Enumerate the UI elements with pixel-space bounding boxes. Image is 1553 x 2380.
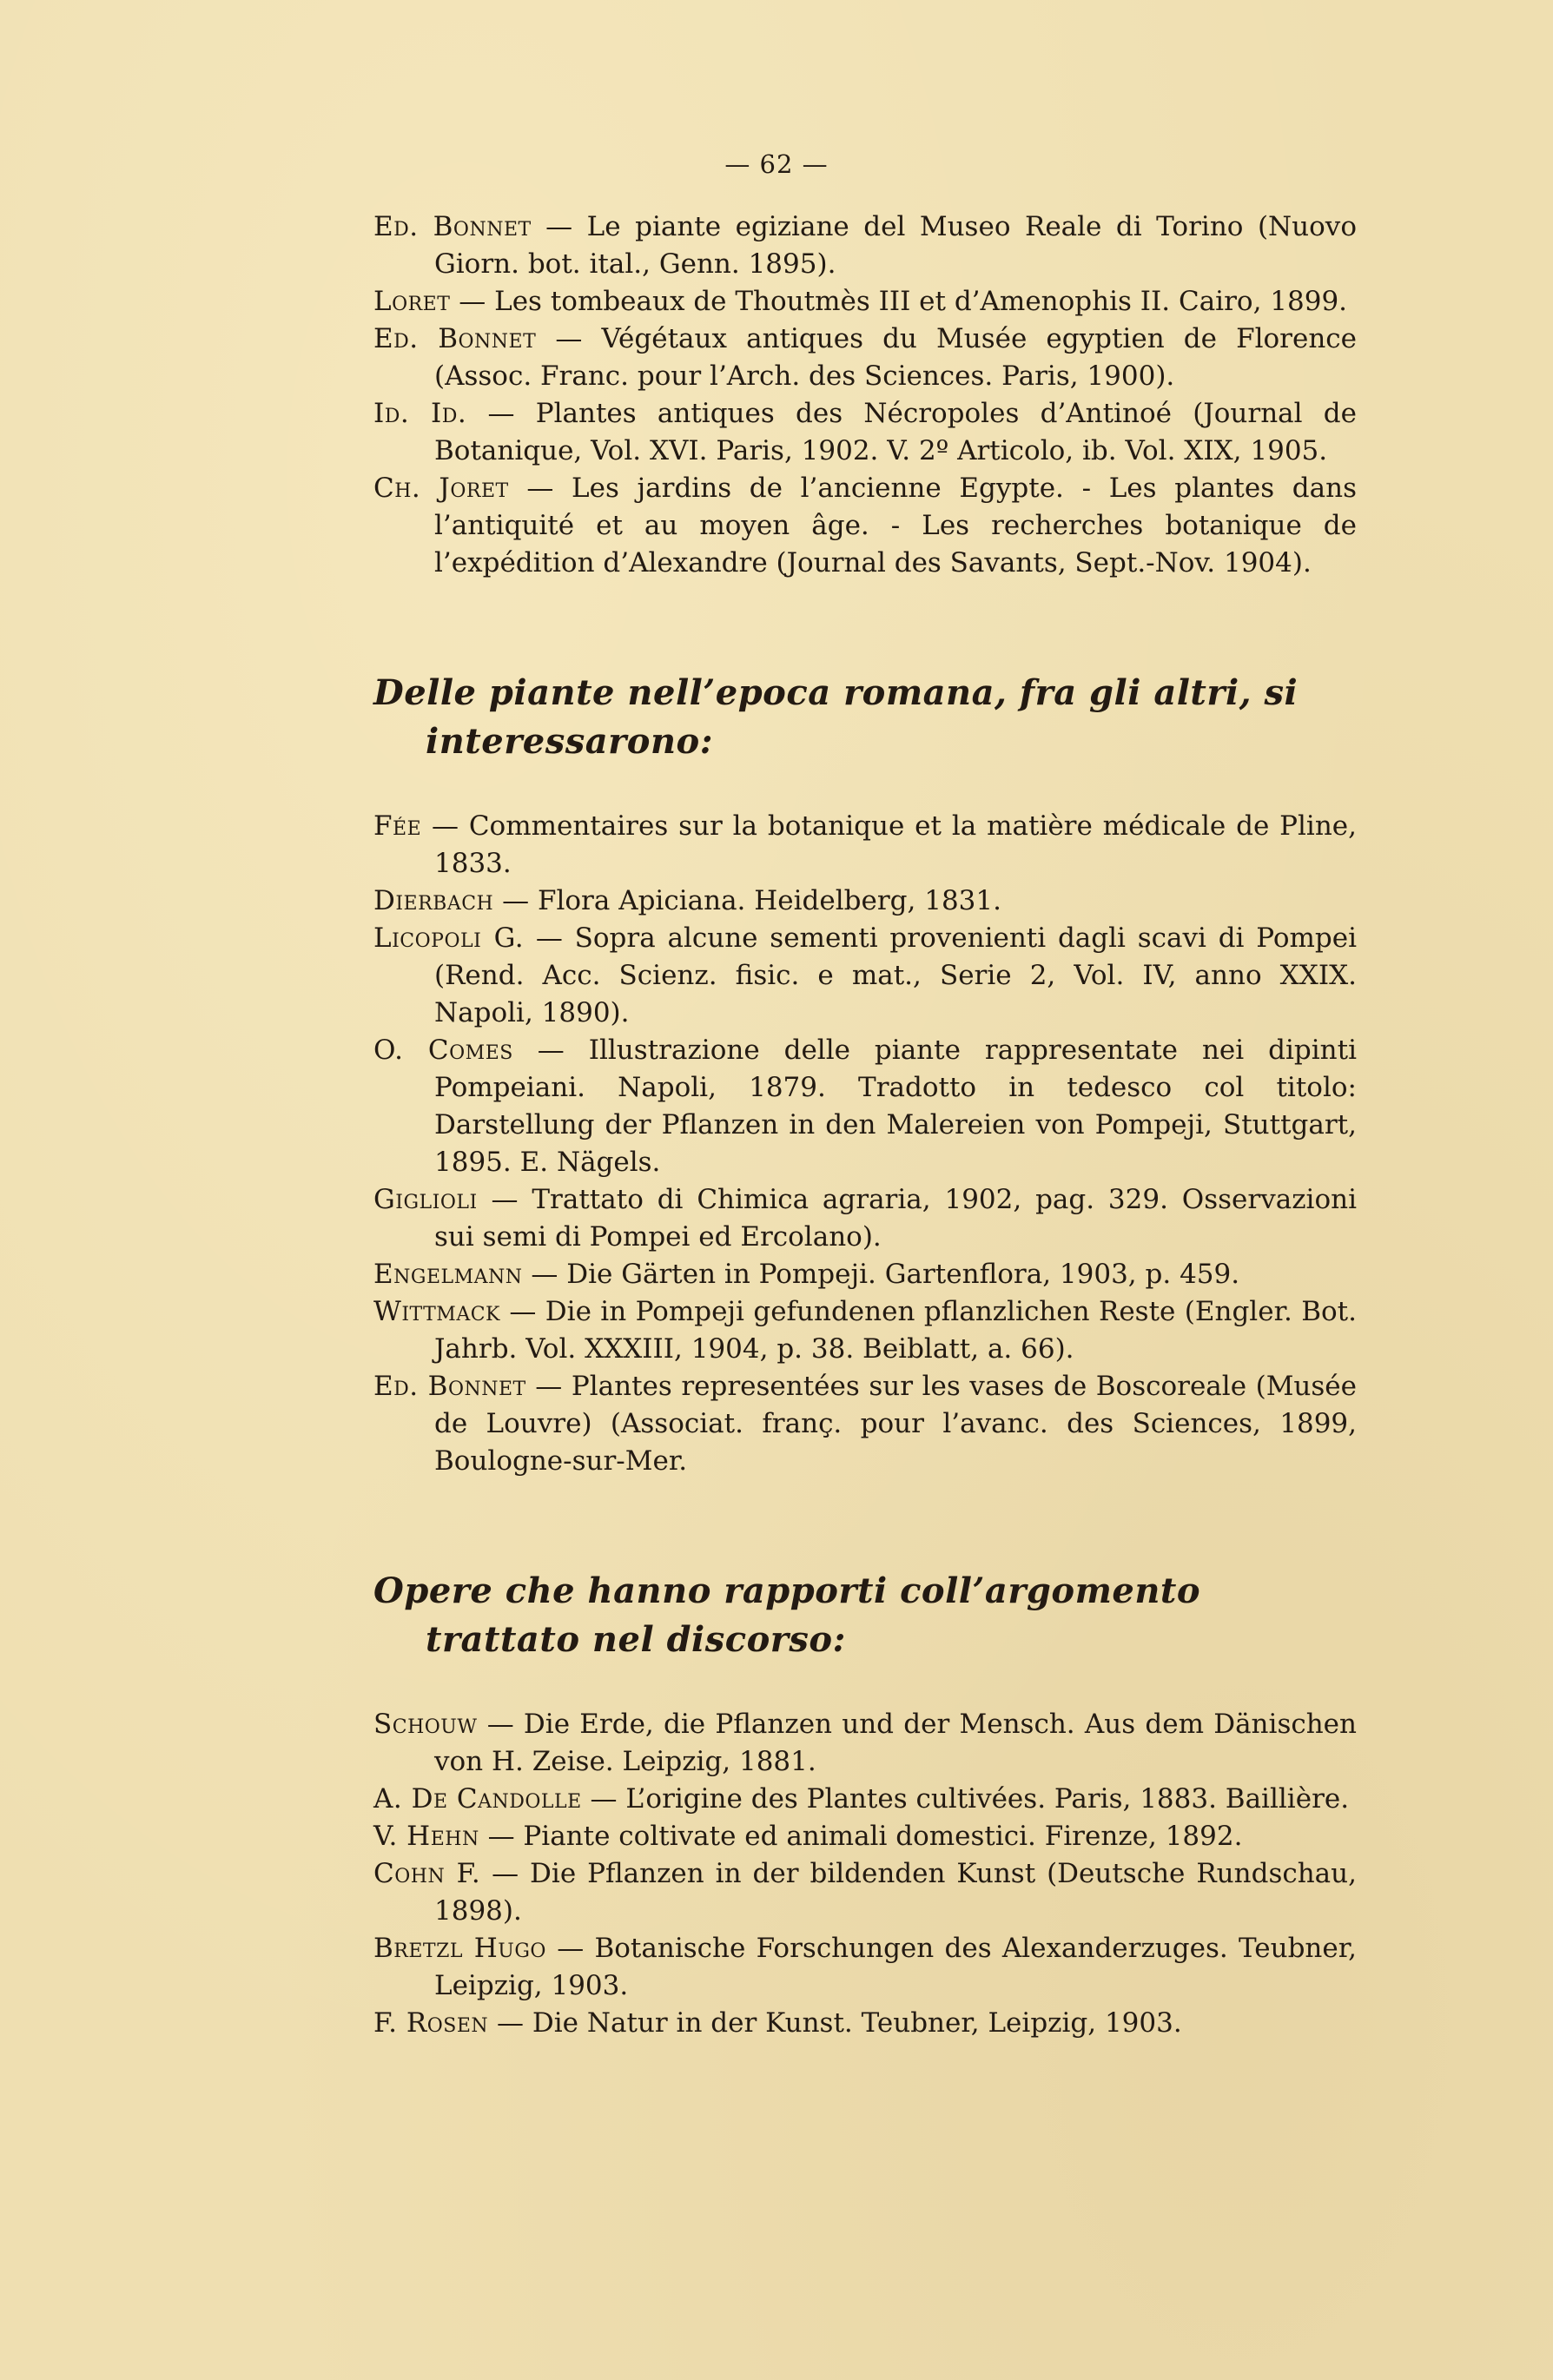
bibliography-block-related xyxy=(373,1706,1357,2042)
entry-author: Giglioli xyxy=(373,1184,478,1215)
entry-author: A. De Candolle xyxy=(373,1783,582,1815)
bib-entry xyxy=(373,1781,1357,1818)
entry-text: — Le piante egiziane del Museo Reale di Torino (Nuovo Giorn. bot. ital., Genn. 1895). xyxy=(434,211,1357,280)
bib-entry xyxy=(373,1032,1357,1181)
entry-text: — Piante coltivate ed animali domestici. Firenze, 1892. xyxy=(479,1821,1243,1852)
entry-text: — Flora Apiciana. Heidelberg, 1831. xyxy=(493,885,1001,916)
entry-author: Id. Id. xyxy=(373,398,467,429)
bib-entry xyxy=(373,920,1357,1032)
bib-entry xyxy=(373,1930,1357,2005)
entry-text: — Trattato di Chimica agraria, 1902, pag. 329. Osservazioni sui semi di Pompei ed Ercolano). xyxy=(434,1184,1357,1253)
bib-entry xyxy=(373,1855,1357,1930)
bib-entry xyxy=(373,2005,1357,2042)
entry-author: Fée xyxy=(373,810,422,842)
bib-entry xyxy=(373,395,1357,470)
bib-entry xyxy=(373,1706,1357,1781)
entry-text: — Illustrazione delle piante rappresentate nei dipinti Pompeiani. Napoli, 1879. Tradotto in tedesco col titolo: Darstellung der Pflanzen in den Malereien von Pompeji, Stuttgart, 1895. E. Nägels. xyxy=(434,1035,1358,1178)
entry-text: — Commentaires sur la botanique et la matière médicale de Pline, 1833. xyxy=(421,810,1357,879)
entry-author: Wittmack xyxy=(373,1296,500,1327)
entry-author: V. Hehn xyxy=(373,1821,479,1852)
bib-entry xyxy=(373,808,1357,883)
bibliography-block-roman xyxy=(373,808,1357,1480)
bib-entry xyxy=(373,321,1357,395)
bib-entry xyxy=(373,1818,1357,1855)
bib-entry xyxy=(373,1181,1357,1256)
entry-text: — Botanische Forschungen des Alexanderzuges. Teubner, Leipzig, 1903. xyxy=(434,1933,1357,2001)
entry-author: Dierbach xyxy=(373,885,494,916)
entry-text: — Die Pflanzen in der bildenden Kunst (Deutsche Rundschau, 1898). xyxy=(434,1858,1357,1927)
entry-text: — Die in Pompeji gefundenen pflanzlichen Reste (Engler. Bot. Jahrb. Vol. XXXIII, 1904, p. 38. Beiblatt, a. 66). xyxy=(434,1296,1357,1365)
entry-author: Bretzl Hugo xyxy=(373,1933,546,1964)
entry-author: F. Rosen xyxy=(373,2007,489,2039)
bib-entry xyxy=(373,1368,1357,1480)
entry-author: Ed. Bonnet xyxy=(373,211,532,242)
entry-text: — Végétaux antiques du Musée egyptien de Florence (Assoc. Franc. pour l’Arch. des Sciences. Paris, 1900). xyxy=(434,323,1357,392)
entry-author: Ed. Bonnet xyxy=(373,323,537,354)
entry-text: — L’origine des Plantes cultivées. Paris, 1883. Baillière. xyxy=(581,1783,1350,1815)
bib-entry xyxy=(373,470,1357,582)
entry-author: O. Comes xyxy=(373,1035,513,1066)
entry-author: Ch. Joret xyxy=(373,473,509,504)
page-number: — 62 — xyxy=(724,149,829,179)
section-heading-related-works: Opere che hanno rapporti coll’argomento trattato nel discorso: xyxy=(373,1570,1201,1660)
entry-text: — Die Erde, die Pflanzen und der Mensch. Aus dem Dänischen von H. Zeise. Leipzig, 1881. xyxy=(434,1709,1357,1777)
entry-author: Schouw xyxy=(373,1709,478,1740)
bib-entry xyxy=(373,208,1357,283)
bibliography-block-egypt xyxy=(373,208,1357,582)
bib-entry xyxy=(373,1256,1357,1293)
bibliography xyxy=(373,208,1357,2042)
entry-author: Ed. Bonnet xyxy=(373,1371,526,1402)
bib-entry xyxy=(373,883,1357,920)
entry-text: — Plantes representées sur les vases de Boscoreale (Musée de Louvre) (Associat. franç. pour l’avanc. des Sciences, 1899, Boulogne-sur-Mer. xyxy=(434,1371,1357,1477)
bib-entry xyxy=(373,283,1357,321)
entry-text: — Sopra alcune sementi provenienti dagli scavi di Pompei (Rend. Acc. Scienz. fisic. e mat., Serie 2, Vol. IV, anno XXIX. Napoli, 1890). xyxy=(434,922,1357,1028)
bib-entry xyxy=(373,1293,1357,1368)
entry-author: Engelmann xyxy=(373,1259,523,1290)
section-heading-roman: Delle piante nell’epoca romana, fra gli altri, si interessarono: xyxy=(373,672,1299,762)
entry-author: Licopoli G. xyxy=(373,922,525,954)
entry-author: Loret xyxy=(373,286,451,317)
entry-text: — Die Natur in der Kunst. Teubner, Leipzig, 1903. xyxy=(488,2007,1182,2039)
entry-text: — Les tombeaux de Thoutmès III et d’Amenophis II. Cairo, 1899. xyxy=(450,286,1348,317)
entry-text: — Die Gärten in Pompeji. Gartenflora, 1903, p. 459. xyxy=(522,1259,1240,1290)
entry-text: — Plantes antiques des Nécropoles d’Antinoé (Journal de Botanique, Vol. XVI. Paris, 1902. V. 2º Articolo, ib. Vol. XIX, 1905. xyxy=(434,398,1358,466)
entry-author: Cohn F. xyxy=(373,1858,481,1889)
entry-text: — Les jardins de l’ancienne Egypte. - Les plantes dans l’antiquité et au moyen âge. - Les recherches botanique de l’expédition d’Alexandre (Journal des Savants, Sept.-Nov. 1904). xyxy=(434,473,1358,578)
